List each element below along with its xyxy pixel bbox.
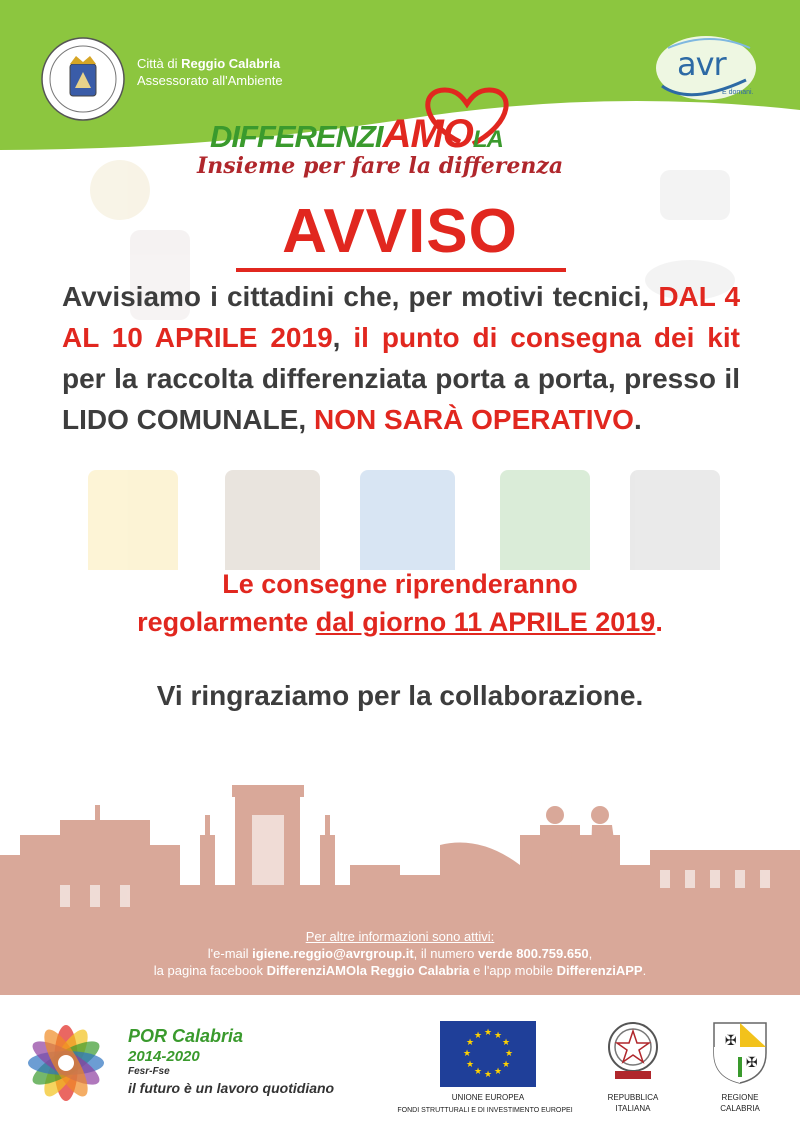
por-fund: Fesr-Fse [128,1066,170,1077]
body-part-4: . [633,404,642,435]
contact-email[interactable]: igiene.reggio@avrgroup.it [252,946,414,961]
contact-email-label: l'e-mail [207,946,253,961]
eu-flag-icon [440,1021,536,1087]
eu-label: UNIONE EUROPEA [451,1093,525,1102]
app-label: e l'app mobile [469,963,557,978]
contact-line-1 [0,945,800,962]
contact-line-2-end: . [642,963,647,978]
svg-text:★: ★ [493,1067,503,1077]
avr-logo-text: avr [677,45,726,83]
notice-body [62,276,740,440]
campaign-slogan: Insieme per fare la differenza [197,153,564,179]
contact-line-1-end: , [588,946,593,961]
por-calabria-flower-icon [18,1015,114,1111]
svg-text:★: ★ [473,1067,483,1077]
calabria-label-line-2: CALABRIA [720,1104,760,1113]
por-motto: il futuro è un lavoro quotidiano [128,1080,335,1096]
italy-label-line-2: ITALIANA [615,1104,651,1113]
body-delivery-point: il punto di consegna dei kit [353,322,740,353]
city-seal-icon [40,36,126,122]
contact-line-2 [0,962,800,979]
facebook-page[interactable]: DifferenziAMOla Reggio Calabria [266,963,470,978]
body-part-2: , [332,322,354,353]
city-name: Reggio Calabria [181,56,281,71]
contact-info [0,928,800,979]
contact-heading: Per altre informazioni sono attivi: [305,929,495,944]
calabria-label-line-1: REGIONE [721,1093,759,1102]
svg-text:★: ★ [504,1049,514,1059]
resume-line-2 [0,603,800,641]
svg-text:✠: ✠ [746,1055,758,1071]
contact-phone[interactable]: verde 800.759.650 [477,946,589,961]
calabria-region-emblem-icon [708,1017,772,1085]
por-years: 2014-2020 [128,1048,200,1065]
body-part-1: Avvisiamo i cittadini che, per motivi tecnici, [62,281,659,312]
svg-text:★: ★ [501,1038,511,1048]
italian-republic-emblem-icon [603,1017,663,1083]
city-prefix: Città di [137,56,178,71]
campaign-part-2: AMO [382,112,473,156]
por-title: POR Calabria [128,1026,244,1046]
facebook-label: la pagina facebook [153,963,267,978]
title-underline [236,268,566,272]
svg-text:✠: ✠ [725,1033,737,1049]
thanks-message: Vi ringraziamo per la collaborazione. [156,680,644,711]
body-dates: DAL 4 AL 10 APRILE 2019 [62,281,741,353]
italian-republic-label [598,1092,668,1114]
avr-tagline: È domani. [722,89,754,96]
svg-text:★: ★ [483,1070,493,1080]
svg-text:★: ★ [493,1031,503,1041]
notice-title: AVVISO [282,197,518,266]
svg-text:★: ★ [483,1028,493,1038]
resume-date: dal giorno 11 APRILE 2019 [315,607,656,637]
svg-text:★: ★ [462,1049,472,1059]
contact-phone-label: , il numero [413,946,478,961]
resume-notice [0,565,800,641]
eu-subtitle: FONDI STRUTTURALI E DI INVESTIMENTO EUROPEI [397,1107,573,1114]
calabria-region-label [705,1092,775,1114]
svg-text:★: ★ [465,1060,475,1070]
svg-text:★: ★ [501,1060,511,1070]
body-part-3: per la raccolta differenziata porta a porta, presso il LIDO COMUNALE, [62,363,740,435]
body-not-operative: NON SARÀ OPERATIVO [314,404,634,435]
campaign-part-3: LA [472,126,503,153]
resume-prefix: regolarmente [137,607,316,637]
department-name: Assessorato all'Ambiente [137,73,283,88]
svg-text:★: ★ [465,1038,475,1048]
resume-line-1: Le consegne riprenderanno [222,569,578,599]
svg-text:★: ★ [473,1031,483,1041]
campaign-part-1: DIFFERENZI [210,119,383,154]
mobile-app[interactable]: DifferenziAPP [556,963,643,978]
italy-label-line-1: REPUBBLICA [607,1093,659,1102]
resume-suffix: . [655,607,663,637]
